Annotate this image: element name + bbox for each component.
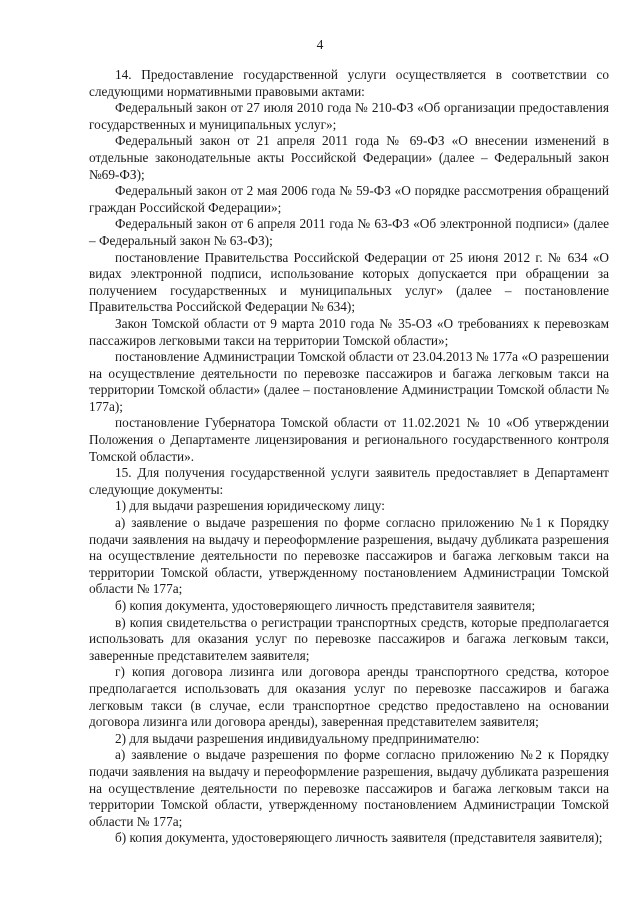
page-number: 4 <box>316 37 324 52</box>
resolution-634: постановление Правительства Российской Федерации от 25 июня 2012 г. № 634 «О видах электронной подписи, использование которых допускается при обращении за получением государственных и муниципальных услуг» (далее – постановление Правительства Российской Федерации № 634); <box>89 249 609 315</box>
law-210-fz: Федеральный закон от 27 июля 2010 года № 210-ФЗ «Об организации предоставления государственных и муниципальных услуг»; <box>89 100 609 132</box>
governor-resolution-10: постановление Губернатора Томской области от 11.02.2021 № 10 «Об утверждении Положения о Департаменте лицензирования и регионального государственного контроля Томской области». <box>89 415 609 464</box>
subitem-1g-lease-copy: г) копия договора лизинга или договора аренды транспортного средства, которое предполагается использовать для оказания услуг по перевозке пассажиров и багажа легковым такси (в случае, если транспортное средство предоставлено на основании договора лизинга или договора аренды), заверенная представителем заявителя; <box>89 664 609 730</box>
document-body <box>89 67 609 847</box>
subitem-2a-application: а) заявление о выдаче разрешения по форме согласно приложению №2 к Порядку подачи заявления на выдачу и переоформление разрешения, выдачу дубликата разрешения на осуществление деятельности по перевозке пассажиров и багажа легковым такси на территории Томской области, утвержденному постановлением Администрации Томской области № 177а; <box>89 747 609 829</box>
subitem-2b-identity-copy: б) копия документа, удостоверяющего личность заявителя (представителя заявителя); <box>115 830 603 846</box>
subitem-1b-identity-copy: б) копия документа, удостоверяющего личность представителя заявителя; <box>115 598 536 613</box>
subitem-1v-registration-copy: в) копия свидетельства о регистрации транспортных средств, которые предполагается использовать для оказания услуг по перевозке пассажиров и багажа легковым такси, заверенные представителем заявителя; <box>89 614 609 663</box>
subitem-1a-application: а) заявление о выдаче разрешения по форме согласно приложению №1 к Порядку подачи заявления на выдачу и переоформление разрешения, выдачу дубликата разрешения на осуществление деятельности по перевозке пассажиров и багажа легковым такси на территории Томской области, утвержденному постановлением Администрации Томской области № 177а; <box>89 515 609 597</box>
subitem-2-entrepreneur: 2) для выдачи разрешения индивидуальному предпринимателю: <box>115 730 480 746</box>
law-69-fz: Федеральный закон от 21 апреля 2011 года № 69-ФЗ «О внесении изменений в отдельные законодательные акты Российской Федерации» (далее – Федеральный закон №69-ФЗ); <box>89 133 609 182</box>
subitem-1-legal-entity: 1) для выдачи разрешения юридическому лицу: <box>115 498 385 514</box>
resolution-177a: постановление Администрации Томской области от 23.04.2013 № 177а «О разрешении на осуществление деятельности по перевозке пассажиров и багажа легковым такси на территории Томской области» (далее – постановление Администрации Томской области № 177а); <box>89 349 609 414</box>
paragraph-item-15: 15. Для получения государственной услуги заявитель предоставляет в Департамент следующие документы: <box>89 465 609 497</box>
law-63-fz: Федеральный закон от 6 апреля 2011 года № 63-ФЗ «Об электронной подписи» (далее – Федеральный закон № 63-ФЗ); <box>89 216 609 248</box>
law-59-fz: Федеральный закон от 2 мая 2006 года № 59-ФЗ «О порядке рассмотрения обращений граждан Российской Федерации»; <box>89 183 609 215</box>
regional-law-35-oz: Закон Томской области от 9 марта 2010 года № 35-ОЗ «О требованиях к перевозкам пассажиров легковыми такси на территории Томской области»; <box>89 315 609 348</box>
paragraph-item-14: 14. Предоставление государственной услуги осуществляется в соответствии со следующими нормативными правовыми актами: <box>89 67 609 99</box>
